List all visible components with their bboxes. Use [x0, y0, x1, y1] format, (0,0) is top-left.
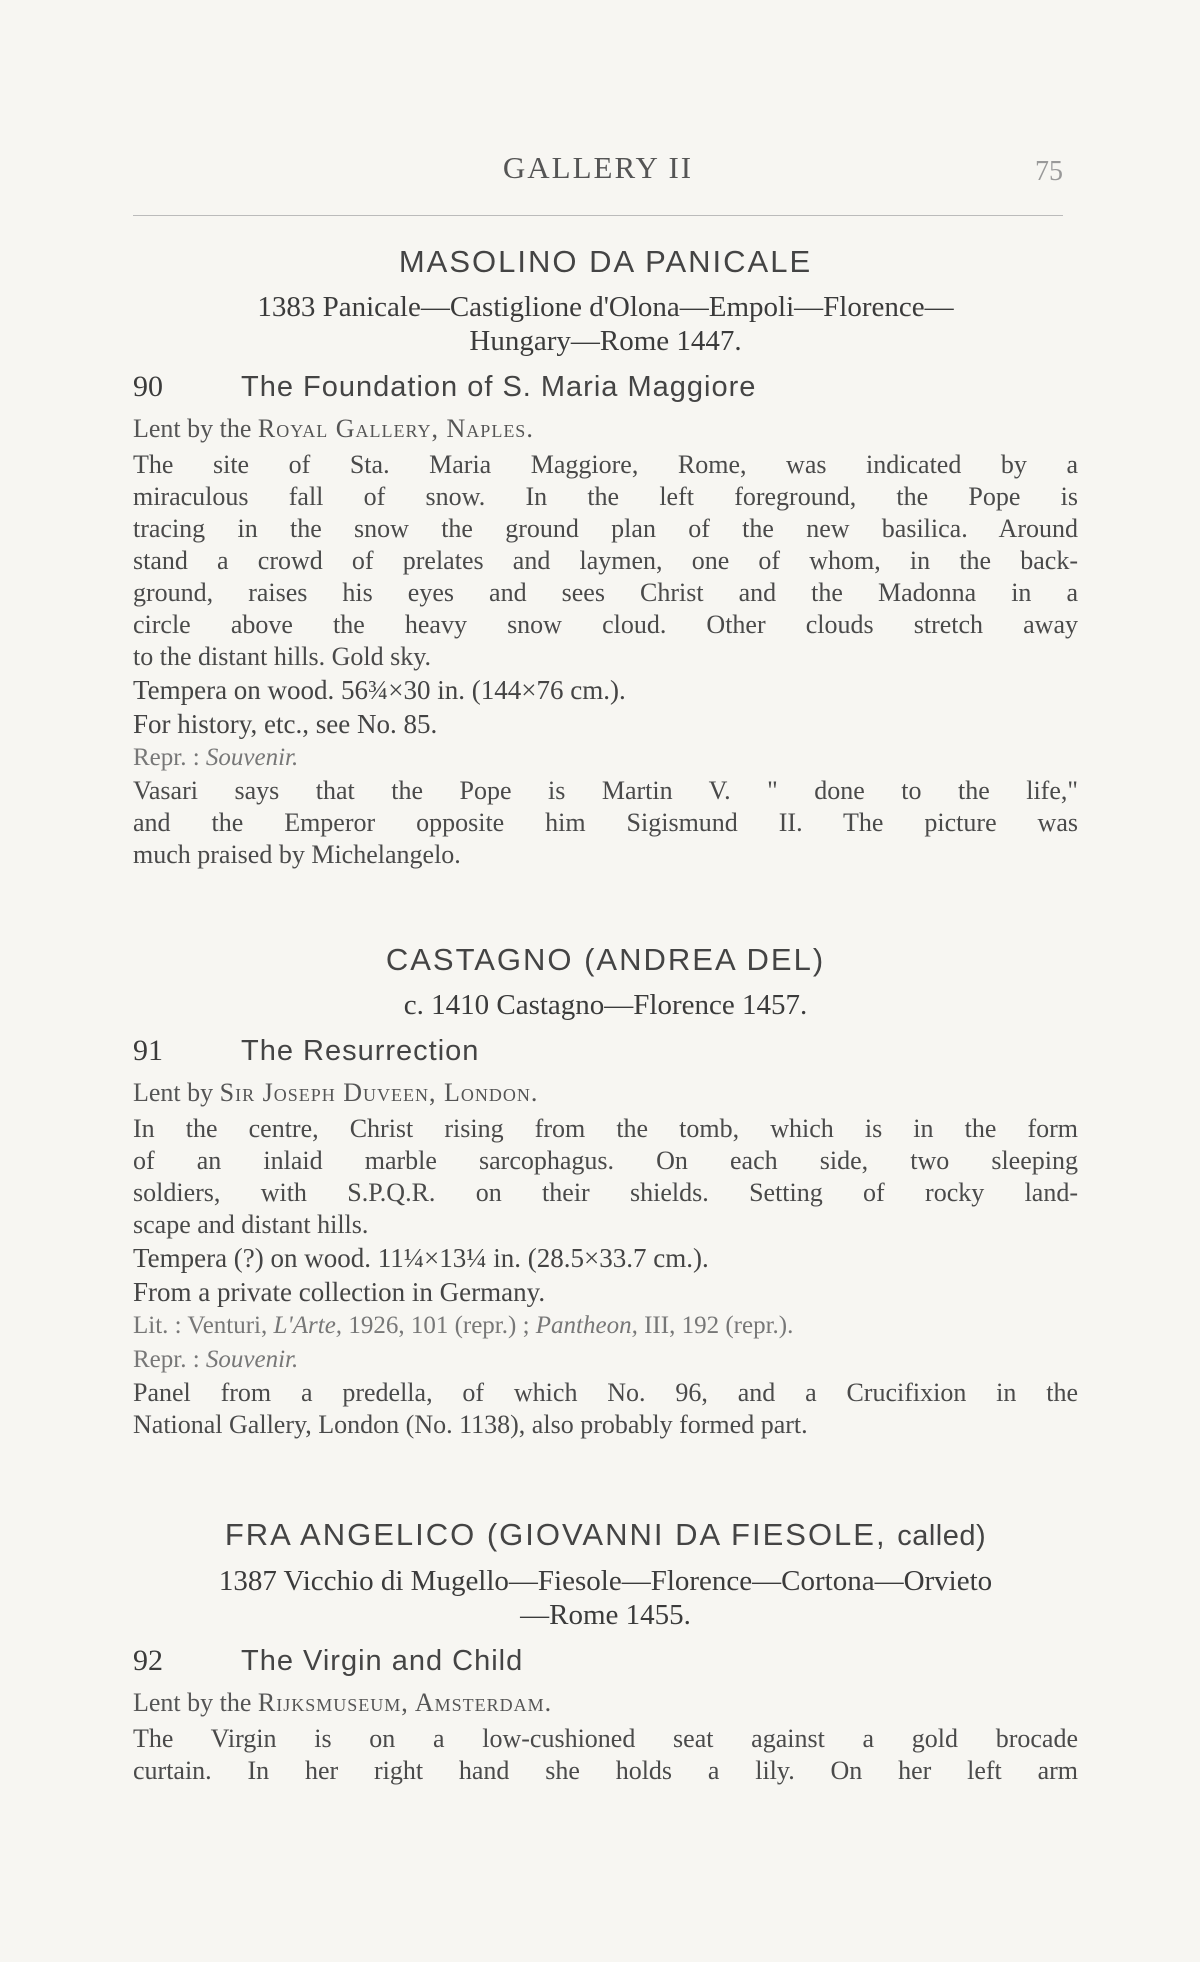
entry-note — [133, 775, 1078, 871]
description-line: curtain. In her right hand she holds a lily. On her left arm — [133, 1756, 1078, 1785]
section-castagno — [133, 940, 1078, 1441]
description-line: tracing in the snow the ground plan of the new basilica. Around — [133, 514, 1078, 543]
lender-line — [133, 1686, 1078, 1719]
running-title: GALLERY II — [502, 150, 694, 185]
description-line: soldiers, with S.P.Q.R. on their shields. Setting of rocky land- — [133, 1178, 1078, 1207]
description-line: The Virgin is on a low-cushioned seat against a gold brocade — [133, 1724, 1078, 1753]
artist-name: CASTAGNO (ANDREA DEL) — [385, 942, 826, 977]
entry-title: The Virgin and Child — [241, 1645, 524, 1677]
lender-line — [133, 1076, 1078, 1109]
entry-note — [133, 1377, 1078, 1441]
lender-prefix: Lent by the — [133, 414, 252, 443]
description-line: ground, raises his eyes and sees Christ and the Madonna in a — [133, 578, 1078, 607]
description-line: The site of Sta. Maria Maggiore, Rome, was indicated by a — [133, 450, 1078, 479]
lit-title: Pantheon, — [535, 1312, 638, 1339]
entry-title: The Resurrection — [241, 1035, 480, 1067]
lit-ref: III, 192 (repr.). — [644, 1312, 794, 1339]
repr-value: Souvenir. — [205, 1346, 299, 1373]
lender-name: Rijksmuseum, Amsterdam. — [257, 1688, 553, 1717]
artist-name: MASOLINO DA PANICALE — [398, 244, 813, 279]
entry-number: 90 — [133, 370, 163, 403]
entry-title: The Foundation of S. Maria Maggiore — [241, 371, 757, 403]
entry-description — [133, 1723, 1078, 1787]
description-line: scape and distant hills. — [133, 1210, 369, 1239]
lit-title: L'Arte, — [273, 1312, 343, 1339]
entry-heading — [133, 370, 1078, 404]
artist-bio — [133, 290, 1078, 358]
artist-name-main: FRA ANGELICO (GIOVANNI DA FIESOLE, — [224, 1517, 887, 1552]
lit-ref: 1926, 101 (repr.) ; — [348, 1312, 530, 1339]
artist-name-called: called) — [897, 1520, 987, 1552]
description-line: stand a crowd of prelates and laymen, one of whom, in the back- — [133, 546, 1078, 575]
bio-line: 1387 Vicchio di Mugello—Fiesole—Florence—Cortona—Orvieto — [218, 1565, 993, 1597]
section-masolino — [133, 242, 1078, 871]
header-rule — [133, 215, 1063, 216]
lender-prefix: Lent by — [133, 1078, 214, 1107]
entry-heading — [133, 1644, 1078, 1678]
note-line: and the Emperor opposite him Sigismund II. The picture was — [133, 808, 1078, 837]
description-line: to the distant hills. Gold sky. — [133, 642, 432, 671]
artist-name — [133, 1515, 1078, 1556]
history-line: For history, etc., see No. 85. — [133, 709, 438, 739]
entry-number: 92 — [133, 1644, 163, 1677]
entry-description — [133, 449, 1078, 673]
artist-bio — [133, 1564, 1078, 1632]
description-line: of an inlaid marble sarcophagus. On each side, two sleeping — [133, 1146, 1078, 1175]
provenance-line: From a private collection in Germany. — [133, 1277, 546, 1307]
note-line: Vasari says that the Pope is Martin V. " done to the life," — [133, 776, 1078, 805]
entry-description — [133, 1113, 1078, 1241]
description-line: circle above the heavy snow cloud. Other clouds stretch away — [133, 610, 1078, 639]
description-line: miraculous fall of snow. In the left foreground, the Pope is — [133, 482, 1078, 511]
page-number: 75 — [1035, 156, 1063, 187]
lender-name: Royal Gallery, Naples. — [257, 414, 534, 443]
description-line: In the centre, Christ rising from the tomb, which is in the form — [133, 1114, 1078, 1143]
note-line: Panel from a predella, of which No. 96, and a Crucifixion in the — [133, 1378, 1078, 1407]
entry-number: 91 — [133, 1034, 163, 1067]
bio-line: —Rome 1455. — [520, 1599, 691, 1631]
repr-label: Repr. : — [133, 1346, 200, 1373]
repr-line — [133, 741, 1078, 775]
medium-line: Tempera on wood. 56¾×30 in. (144×76 cm.). — [133, 675, 626, 705]
repr-line — [133, 1343, 1078, 1377]
running-head — [133, 150, 1063, 190]
artist-bio — [133, 988, 1078, 1022]
entry-heading — [133, 1034, 1078, 1068]
lit-label: Lit. : Venturi, — [133, 1312, 268, 1339]
literature-line — [133, 1309, 1078, 1343]
bio-line: c. 1410 Castagno—Florence 1457. — [403, 989, 808, 1021]
bio-line: Hungary—Rome 1447. — [469, 325, 742, 357]
medium-line: Tempera (?) on wood. 11¼×13¼ in. (28.5×33.7 cm.). — [133, 1243, 709, 1273]
section-angelico — [133, 1515, 1078, 1787]
repr-label: Repr. : — [133, 744, 200, 771]
lender-prefix: Lent by the — [133, 1688, 252, 1717]
bio-line: 1383 Panicale—Castiglione d'Olona—Empoli—Florence— — [257, 291, 954, 323]
repr-value: Souvenir. — [205, 744, 299, 771]
note-line: National Gallery, London (No. 1138), also probably formed part. — [133, 1410, 808, 1439]
note-line: much praised by Michelangelo. — [133, 840, 461, 869]
lender-line — [133, 412, 1078, 445]
lender-name: Sir Joseph Duveen, London. — [219, 1078, 539, 1107]
